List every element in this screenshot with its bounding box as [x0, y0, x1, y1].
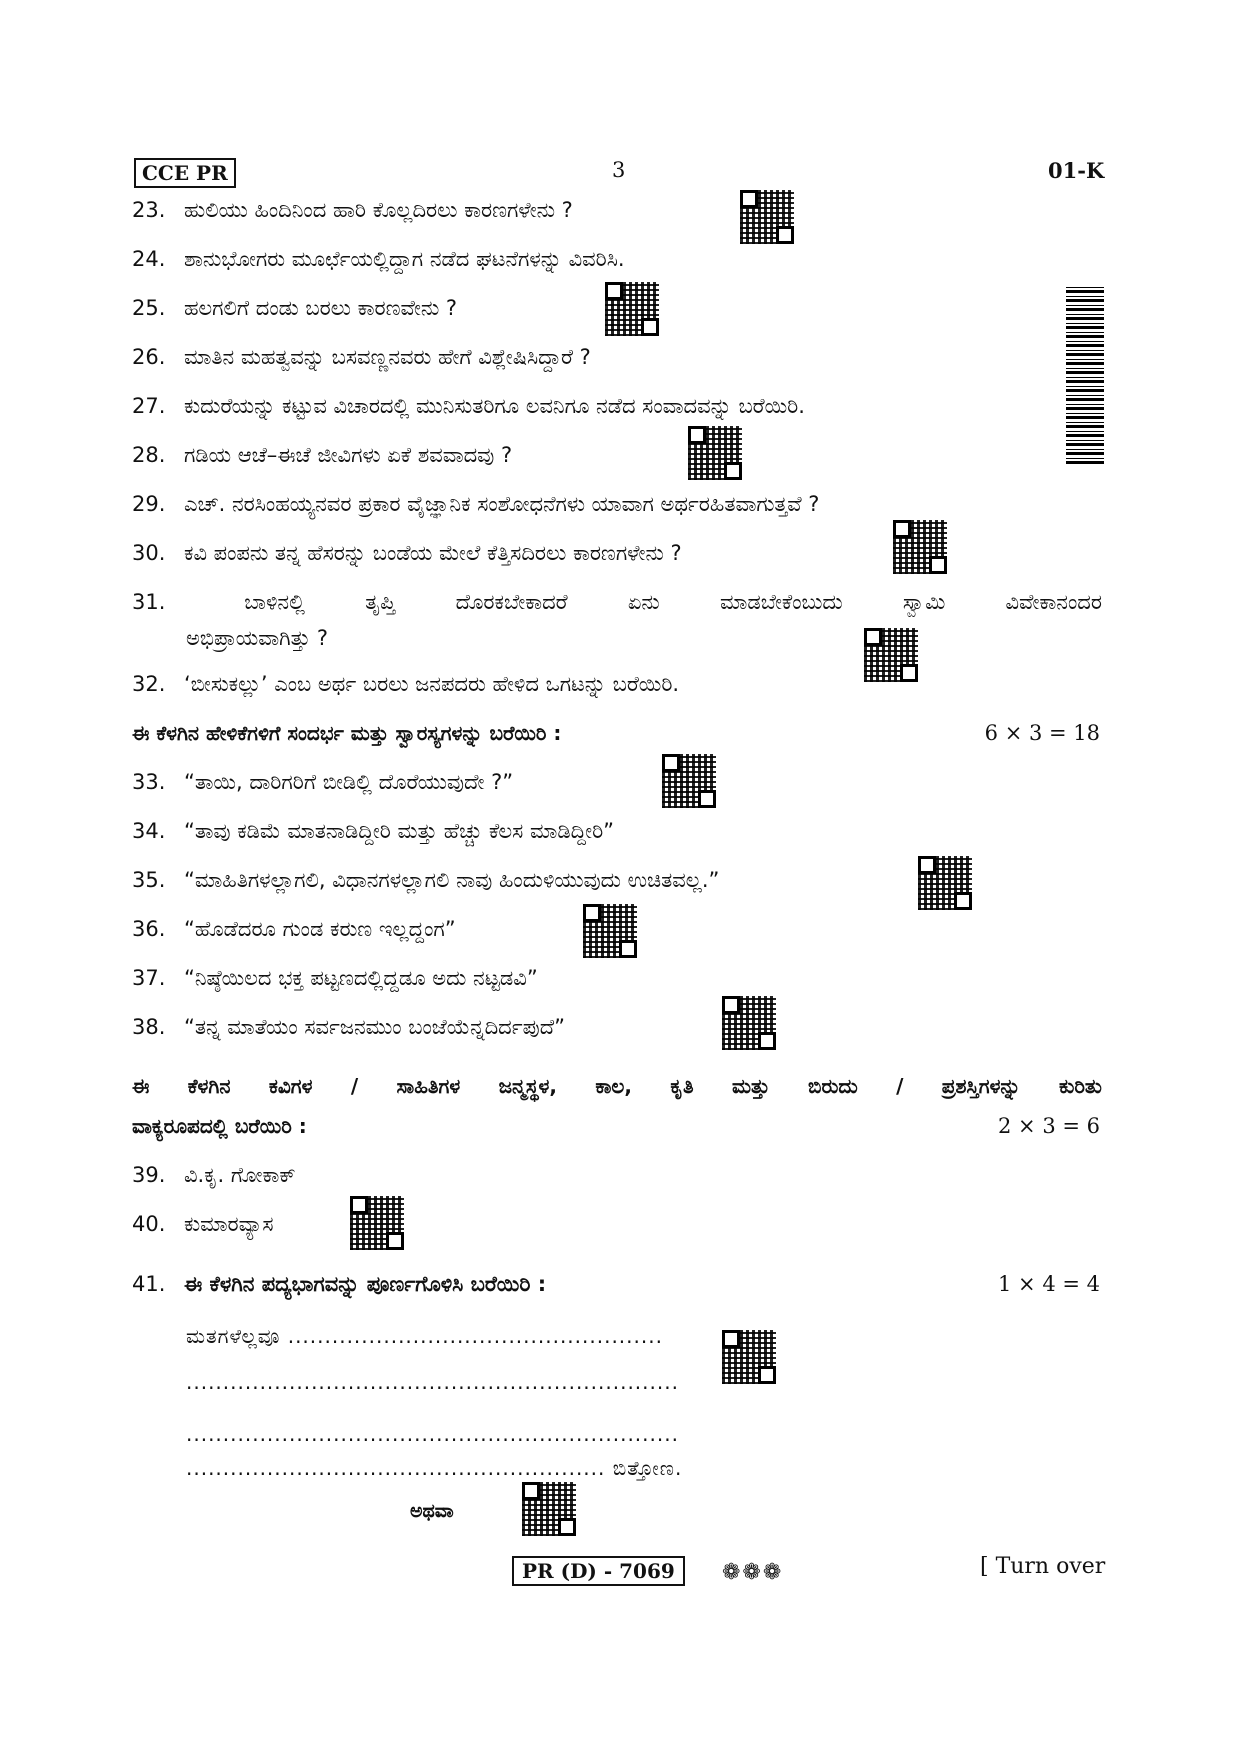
question-38: 38. “ತನ್ನ ಮಾತೆಯಂ ಸರ್ವಜನಮುಂ ಬಂಜೆಯೆನ್ನದಿರ್ದಪುದೆ” — [132, 1015, 565, 1039]
section-c-heading-line2: ವಾಕ್ಯರೂಪದಲ್ಲಿ ಬರೆಯಿರಿ : — [132, 1114, 307, 1138]
section-c-marks: 2 × 3 = 6 — [998, 1114, 1100, 1138]
question-32: 32. ‘ಬೀಸುಕಲ್ಲು’ ಎಂಬ ಅರ್ಥ ಬರಲು ಜನಪದರು ಹೇಳಿದ ಒಗಟನ್ನು ಬರೆಯಿರಿ. — [132, 672, 680, 696]
question-25: 25. ಹಲಗಲಿಗೆ ದಂಡು ಬರಲು ಕಾರಣವೇನು ? — [132, 296, 458, 320]
poem-line-1: ಮತಗಳೆಲ್ಲವೂ ................................................... — [186, 1324, 663, 1348]
qr-code-icon — [722, 1330, 776, 1384]
question-41-marks: 1 × 4 = 4 — [998, 1272, 1100, 1296]
qr-code-icon — [722, 996, 776, 1050]
question-31-continued: ಅಭಿಪ್ರಾಯವಾಗಿತ್ತು ? — [186, 626, 329, 650]
question-23: 23. ಹುಲಿಯು ಹಿಂದಿನಿಂದ ಹಾರಿ ಕೊಲ್ಲದಿರಲು ಕಾರಣಗಳೇನು ? — [132, 198, 573, 222]
qr-code-icon — [350, 1196, 404, 1250]
question-40: 40. ಕುಮಾರವ್ಯಾಸ — [132, 1212, 274, 1236]
qr-code-icon — [662, 754, 716, 808]
question-28: 28. ಗಡಿಯ ಆಚೆ–ಈಚೆ ಜೀವಿಗಳು ಏಕೆ ಶವವಾದವು ? — [132, 443, 513, 467]
footer-code: PR (D) - 7069 — [512, 1556, 685, 1586]
question-39: 39. ವಿ.ಕೃ. ಗೋಕಾಕ್ — [132, 1163, 296, 1187]
section-b-heading: ಈ ಕೆಳಗಿನ ಹೇಳಿಕೆಗಳಿಗೆ ಸಂದರ್ಭ ಮತ್ತು ಸ್ವಾರಸ್ಯಗಳನ್ನು ಬರೆಯಿರಿ : — [132, 721, 562, 745]
qr-code-icon — [605, 282, 659, 336]
qr-code-icon — [893, 520, 947, 574]
ornament-icon: ❁❁❁ — [722, 1560, 784, 1585]
poem-line-4: ......................................................... ಬಿತ್ತೋಣ. — [186, 1456, 683, 1480]
question-26: 26. ಮಾತಿನ ಮಹತ್ವವನ್ನು ಬಸವಣ್ಣನವರು ಹೇಗೆ ವಿಶ್ಲೇಷಿಸಿದ್ದಾರೆ ? — [132, 345, 591, 369]
section-c-heading: ಈ ಕೆಳಗಿನ ಕವಿಗಳ / ಸಾಹಿತಿಗಳ ಜನ್ಮಸ್ಥಳ, ಕಾಲ, ಕೃತಿ ಮತ್ತು ಬಿರುದು / ಪ್ರಶಸ್ತಿಗಳನ್ನು ಕುರಿತು — [132, 1074, 1102, 1098]
question-37: 37. “ನಿಷ್ಠೆಯಿಲದ ಭಕ್ತ ಪಟ್ಟಣದಲ್ಲಿದ್ದಡೂ ಅದು ನಟ್ಟಡವಿ” — [132, 966, 538, 990]
turn-over-label: [ Turn over — [980, 1554, 1106, 1579]
poem-line-3: ................................................................... — [186, 1422, 679, 1446]
question-29: 29. ಎಚ್. ನರಸಿಂಹಯ್ಯನವರ ಪ್ರಕಾರ ವೈಜ್ಞಾನಿಕ ಸಂಶೋಧನೆಗಳು ಯಾವಾಗ ಅರ್ಥರಹಿತವಾಗುತ್ತವೆ ? — [132, 492, 820, 516]
qr-code-icon — [918, 856, 972, 910]
question-30: 30. ಕವಿ ಪಂಪನು ತನ್ನ ಹೆಸರನ್ನು ಬಂಡೆಯ ಮೇಲೆ ಕೆತ್ತಿಸದಿರಲು ಕಾರಣಗಳೇನು ? — [132, 541, 682, 565]
header-code: CCE PR — [134, 158, 236, 188]
section-b-marks: 6 × 3 = 18 — [984, 721, 1100, 745]
question-33: 33. “ತಾಯಿ, ದಾರಿಗರಿಗೆ ಬೀಡಿಲ್ಲಿ ದೊರೆಯುವುದೇ ?” — [132, 770, 514, 794]
question-35: 35. “ಮಾಹಿತಿಗಳಲ್ಲಾಗಲಿ, ವಿಧಾನಗಳಲ್ಲಾಗಲಿ ನಾವು ಹಿಂದುಳಿಯುವುದು ಉಚಿತವಲ್ಲ.” — [132, 868, 720, 892]
qr-code-icon — [740, 190, 794, 244]
qr-code-icon — [583, 904, 637, 958]
or-label: ಅಥವಾ — [410, 1500, 454, 1522]
qr-code-icon — [864, 628, 918, 682]
barcode-icon — [1066, 284, 1104, 464]
page-number: 3 — [612, 158, 626, 182]
question-27: 27. ಕುದುರೆಯನ್ನು ಕಟ್ಟುವ ವಿಚಾರದಲ್ಲಿ ಮುನಿಸುತರಿಗೂ ಲವನಿಗೂ ನಡೆದ ಸಂವಾದವನ್ನು ಬರೆಯಿರಿ. — [132, 394, 805, 418]
question-24: 24. ಶಾನುಭೋಗರು ಮೂರ್ಛೆಯಲ್ಲಿದ್ದಾಗ ನಡೆದ ಘಟನೆಗಳನ್ನು ವಿವರಿಸಿ. — [132, 247, 625, 271]
poem-line-2: ................................................................... — [186, 1370, 679, 1394]
question-34: 34. “ತಾವು ಕಡಿಮೆ ಮಾತನಾಡಿದ್ದೀರಿ ಮತ್ತು ಹೆಚ್ಚು ಕೆಲಸ ಮಾಡಿದ್ದೀರಿ” — [132, 819, 615, 843]
qr-code-icon — [688, 426, 742, 480]
question-36: 36. “ಹೊಡೆದರೂ ಗುಂಡ ಕರುಣ ಇಲ್ಲದ್ದಂಗ” — [132, 917, 456, 941]
question-31: 31. ಬಾಳಿನಲ್ಲಿ ತೃಪ್ತಿ ದೊರಕಬೇಕಾದರೆ ಏನು ಮಾಡಬೇಕೆಂಬುದು ಸ್ವಾಮಿ ವಿವೇಕಾನಂದರ — [132, 590, 1102, 614]
qr-code-icon — [522, 1482, 576, 1536]
question-41: 41. ಈ ಕೆಳಗಿನ ಪದ್ಯಭಾಗವನ್ನು ಪೂರ್ಣಗೊಳಿಸಿ ಬರೆಯಿರಿ : — [132, 1272, 547, 1296]
paper-code: 01-K — [1048, 158, 1105, 183]
